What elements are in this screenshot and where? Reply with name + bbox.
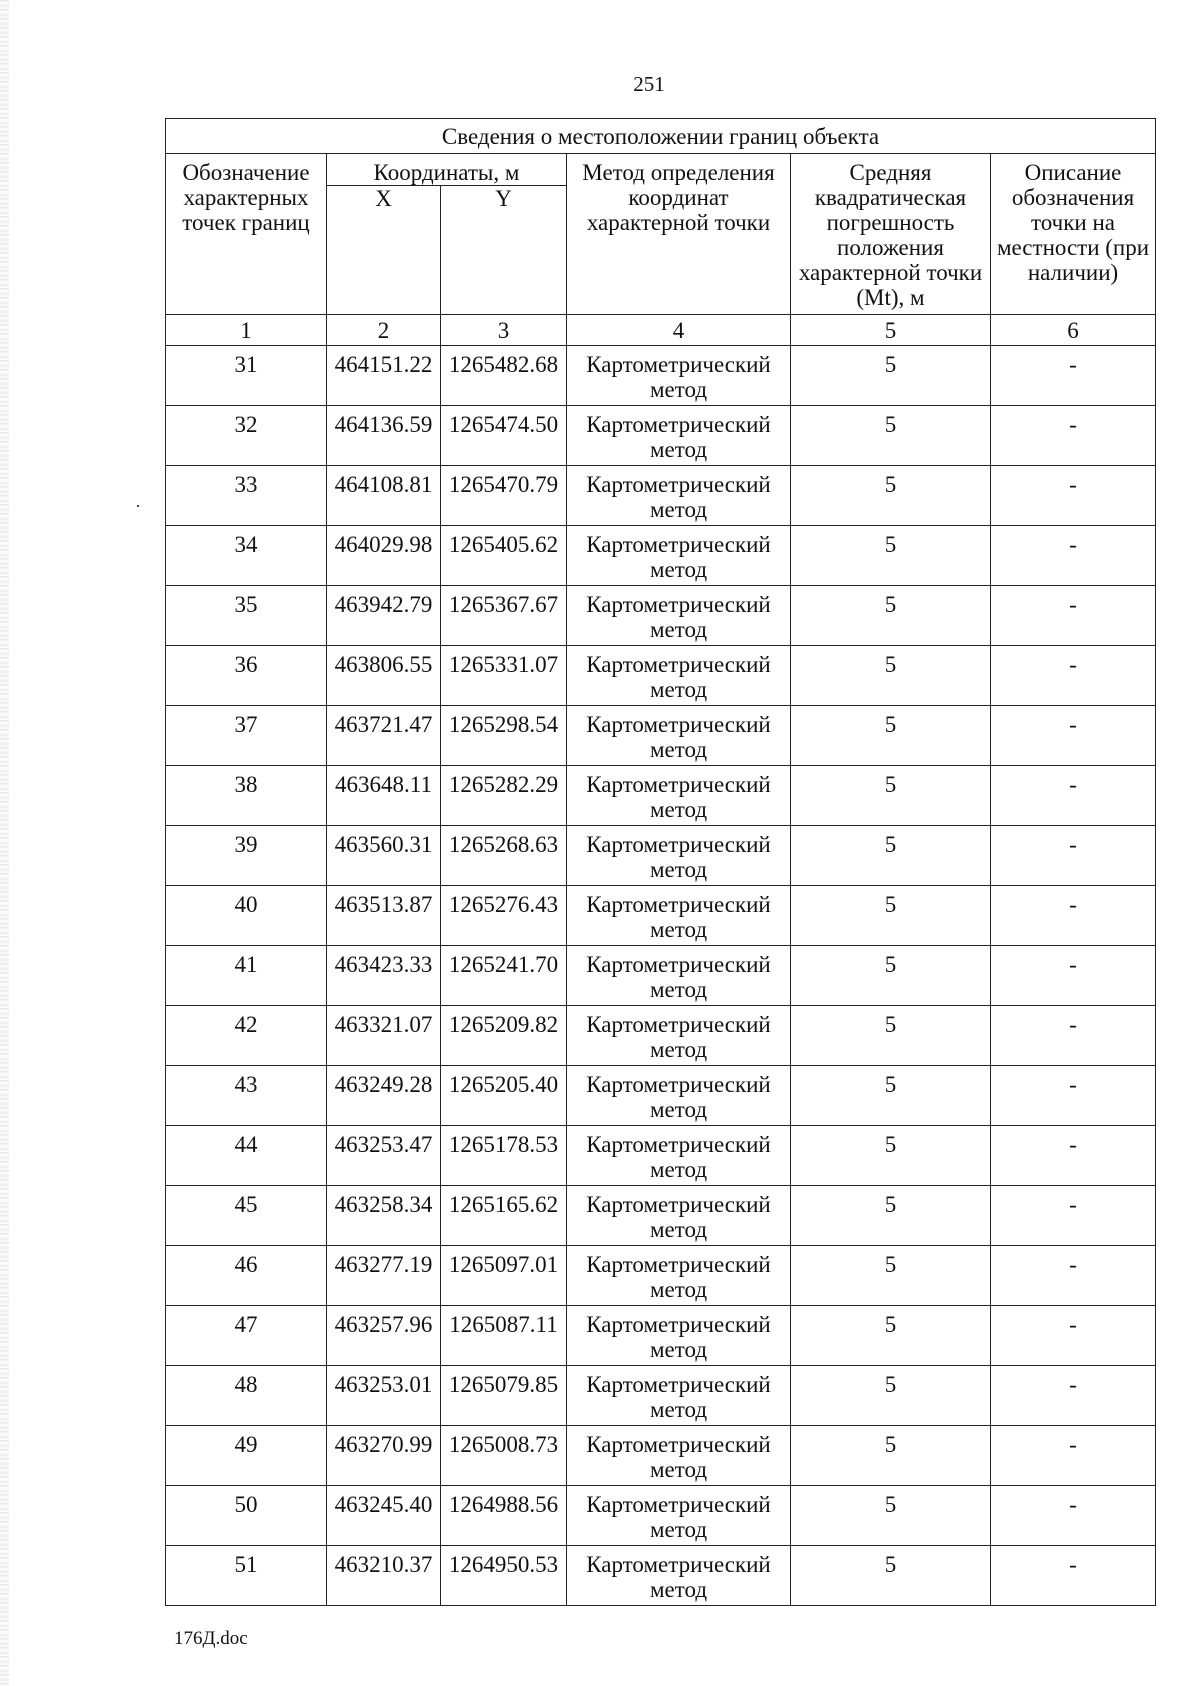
cell-x: 463253.47 (327, 1126, 441, 1186)
cell-description: - (991, 346, 1156, 406)
cell-x: 463942.79 (327, 586, 441, 646)
table-row (166, 586, 1156, 646)
cell-description: - (991, 406, 1156, 466)
cell-point: 50 (166, 1486, 327, 1546)
cell-method: Картометрический метод (567, 1306, 791, 1366)
cell-point: 33 (166, 466, 327, 526)
table-row (166, 1246, 1156, 1306)
cell-description: - (991, 1546, 1156, 1606)
cell-y: 1265331.07 (441, 646, 567, 706)
cell-description: - (991, 646, 1156, 706)
cell-x: 463258.34 (327, 1186, 441, 1246)
cell-description: - (991, 1186, 1156, 1246)
column-number-row (166, 315, 1156, 346)
cell-error: 5 (791, 1246, 991, 1306)
cell-y: 1265298.54 (441, 706, 567, 766)
cell-method: Картометрический метод (567, 1066, 791, 1126)
cell-method: Картометрический метод (567, 826, 791, 886)
cell-point: 49 (166, 1426, 327, 1486)
cell-description: - (991, 826, 1156, 886)
cell-x: 463648.11 (327, 766, 441, 826)
cell-x: 463249.28 (327, 1066, 441, 1126)
header-description: Описание обозначения точки на местности (при наличии) (991, 154, 1156, 315)
cell-error: 5 (791, 526, 991, 586)
cell-error: 5 (791, 466, 991, 526)
cell-x: 463560.31 (327, 826, 441, 886)
table-row (166, 406, 1156, 466)
cell-x: 464151.22 (327, 346, 441, 406)
cell-x: 463257.96 (327, 1306, 441, 1366)
column-number: 6 (991, 315, 1156, 346)
cell-point: 32 (166, 406, 327, 466)
cell-x: 464136.59 (327, 406, 441, 466)
table-row (166, 646, 1156, 706)
cell-y: 1265474.50 (441, 406, 567, 466)
table-row (166, 1126, 1156, 1186)
cell-method: Картометрический метод (567, 1546, 791, 1606)
cell-method: Картометрический метод (567, 586, 791, 646)
cell-point: 41 (166, 946, 327, 1006)
scan-edge (0, 0, 9, 1686)
cell-error: 5 (791, 586, 991, 646)
cell-method: Картометрический метод (567, 1366, 791, 1426)
cell-error: 5 (791, 1006, 991, 1066)
table-row (166, 766, 1156, 826)
cell-x: 463253.01 (327, 1366, 441, 1426)
table-row (166, 886, 1156, 946)
page-number (0, 72, 1200, 97)
cell-error: 5 (791, 1546, 991, 1606)
table-row (166, 1546, 1156, 1606)
cell-y: 1265276.43 (441, 886, 567, 946)
cell-point: 31 (166, 346, 327, 406)
cell-method: Картометрический метод (567, 1426, 791, 1486)
table-title: Сведения о местоположении границ объекта (166, 119, 1156, 154)
cell-point: 35 (166, 586, 327, 646)
cell-point: 51 (166, 1546, 327, 1606)
cell-error: 5 (791, 826, 991, 886)
cell-error: 5 (791, 406, 991, 466)
cell-y: 1265367.67 (441, 586, 567, 646)
cell-error: 5 (791, 1126, 991, 1186)
cell-y: 1265165.62 (441, 1186, 567, 1246)
cell-method: Картометрический метод (567, 466, 791, 526)
header-x: X (327, 186, 441, 315)
cell-description: - (991, 526, 1156, 586)
table-row (166, 706, 1156, 766)
cell-x: 464029.98 (327, 526, 441, 586)
cell-x: 463806.55 (327, 646, 441, 706)
cell-error: 5 (791, 1486, 991, 1546)
cell-y: 1265282.29 (441, 766, 567, 826)
cell-y: 1265008.73 (441, 1426, 567, 1486)
cell-point: 48 (166, 1366, 327, 1426)
cell-y: 1265079.85 (441, 1366, 567, 1426)
cell-description: - (991, 1486, 1156, 1546)
cell-y: 1265097.01 (441, 1246, 567, 1306)
cell-x: 464108.81 (327, 466, 441, 526)
cell-y: 1265209.82 (441, 1006, 567, 1066)
cell-point: 45 (166, 1186, 327, 1246)
cell-error: 5 (791, 1186, 991, 1246)
cell-description: - (991, 1126, 1156, 1186)
cell-description: - (991, 706, 1156, 766)
column-number: 5 (791, 315, 991, 346)
column-number: 1 (166, 315, 327, 346)
header-point: Обозначение характерных точек границ (166, 154, 327, 315)
cell-method: Картометрический метод (567, 406, 791, 466)
table-row (166, 1006, 1156, 1066)
table-row (166, 1486, 1156, 1546)
cell-y: 1265087.11 (441, 1306, 567, 1366)
cell-method: Картометрический метод (567, 886, 791, 946)
cell-method: Картометрический метод (567, 1006, 791, 1066)
column-number: 2 (327, 315, 441, 346)
table-row (166, 946, 1156, 1006)
cell-description: - (991, 946, 1156, 1006)
cell-point: 36 (166, 646, 327, 706)
header-method: Метод определения координат характерной точки (567, 154, 791, 315)
cell-y: 1265470.79 (441, 466, 567, 526)
cell-description: - (991, 1006, 1156, 1066)
cell-point: 46 (166, 1246, 327, 1306)
table-row (166, 526, 1156, 586)
table-row (166, 1426, 1156, 1486)
table-row (166, 826, 1156, 886)
cell-y: 1265482.68 (441, 346, 567, 406)
cell-x: 463721.47 (327, 706, 441, 766)
cell-description: - (991, 466, 1156, 526)
cell-y: 1265241.70 (441, 946, 567, 1006)
table-row (166, 466, 1156, 526)
cell-y: 1265205.40 (441, 1066, 567, 1126)
cell-method: Картометрический метод (567, 1126, 791, 1186)
cell-method: Картометрический метод (567, 1186, 791, 1246)
cell-point: 47 (166, 1306, 327, 1366)
cell-y: 1265268.63 (441, 826, 567, 886)
table-body (166, 119, 1156, 1606)
cell-method: Картометрический метод (567, 526, 791, 586)
column-number: 3 (441, 315, 567, 346)
header-row (166, 154, 1156, 186)
cell-point: 43 (166, 1066, 327, 1126)
cell-method: Картометрический метод (567, 1486, 791, 1546)
cell-error: 5 (791, 1366, 991, 1426)
cell-description: - (991, 1246, 1156, 1306)
cell-x: 463513.87 (327, 886, 441, 946)
cell-error: 5 (791, 946, 991, 1006)
cell-description: - (991, 1066, 1156, 1126)
cell-description: - (991, 1366, 1156, 1426)
scan-speck (137, 505, 139, 507)
cell-error: 5 (791, 346, 991, 406)
cell-method: Картометрический метод (567, 346, 791, 406)
cell-method: Картометрический метод (567, 1246, 791, 1306)
footer-filename: 176Д.doc (174, 1628, 248, 1649)
column-number: 4 (567, 315, 791, 346)
cell-x: 463277.19 (327, 1246, 441, 1306)
cell-x: 463423.33 (327, 946, 441, 1006)
cell-point: 44 (166, 1126, 327, 1186)
cell-point: 40 (166, 886, 327, 946)
cell-description: - (991, 886, 1156, 946)
cell-y: 1264988.56 (441, 1486, 567, 1546)
title-row (166, 119, 1156, 154)
cell-point: 34 (166, 526, 327, 586)
table-row (166, 1066, 1156, 1126)
header-coords: Координаты, м (327, 154, 567, 186)
cell-method: Картометрический метод (567, 646, 791, 706)
cell-error: 5 (791, 706, 991, 766)
header-y: Y (441, 186, 567, 315)
boundary-table (165, 118, 1156, 1606)
cell-x: 463270.99 (327, 1426, 441, 1486)
cell-error: 5 (791, 1426, 991, 1486)
cell-y: 1265405.62 (441, 526, 567, 586)
page-number-text: 251 (633, 72, 665, 96)
cell-x: 463245.40 (327, 1486, 441, 1546)
cell-point: 38 (166, 766, 327, 826)
cell-method: Картометрический метод (567, 706, 791, 766)
cell-error: 5 (791, 886, 991, 946)
header-error: Средняя квадратическая погрешность положения характерной точки (Mt), м (791, 154, 991, 315)
cell-error: 5 (791, 646, 991, 706)
cell-x: 463321.07 (327, 1006, 441, 1066)
cell-description: - (991, 1306, 1156, 1366)
cell-y: 1265178.53 (441, 1126, 567, 1186)
cell-method: Картометрический метод (567, 946, 791, 1006)
cell-error: 5 (791, 1306, 991, 1366)
table-row (166, 1366, 1156, 1426)
cell-point: 37 (166, 706, 327, 766)
cell-error: 5 (791, 766, 991, 826)
cell-x: 463210.37 (327, 1546, 441, 1606)
table-row (166, 346, 1156, 406)
cell-method: Картометрический метод (567, 766, 791, 826)
cell-y: 1264950.53 (441, 1546, 567, 1606)
cell-description: - (991, 1426, 1156, 1486)
cell-point: 39 (166, 826, 327, 886)
table-row (166, 1186, 1156, 1246)
table-row (166, 1306, 1156, 1366)
cell-error: 5 (791, 1066, 991, 1126)
cell-description: - (991, 766, 1156, 826)
cell-point: 42 (166, 1006, 327, 1066)
cell-description: - (991, 586, 1156, 646)
